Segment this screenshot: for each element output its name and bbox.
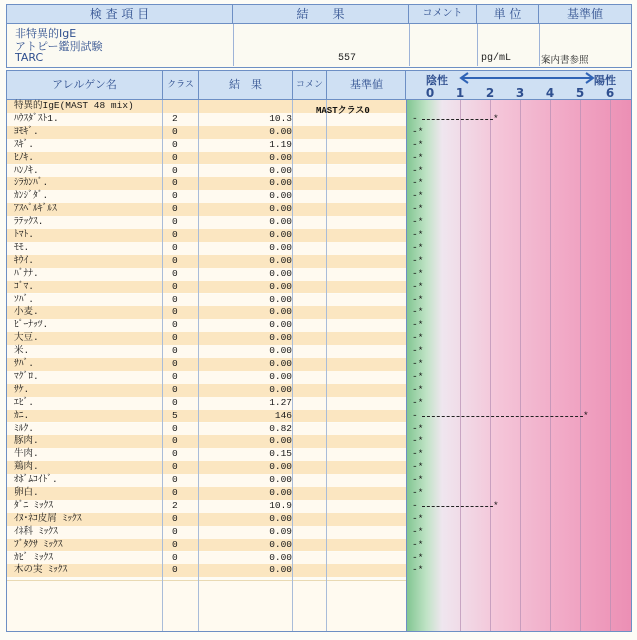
table-row xyxy=(6,461,632,474)
table-row xyxy=(6,242,632,255)
allergen-class: 0 xyxy=(172,267,178,279)
table-row xyxy=(6,139,632,152)
table-row xyxy=(6,397,632,410)
allergen-result: 0.00 xyxy=(269,551,292,563)
allergen-class: 0 xyxy=(172,396,178,408)
allergen-name: ｴﾋﾞ. xyxy=(14,396,34,408)
graph-dash-line xyxy=(422,416,583,417)
allergen-result: 0.00 xyxy=(269,461,292,473)
table-row xyxy=(6,435,632,448)
graph-dash-line xyxy=(422,506,493,507)
allergen-name: ﾊﾞﾅﾅ. xyxy=(14,267,39,279)
allergen-class: 0 xyxy=(172,383,178,395)
reference-note: MASTクラス0 xyxy=(316,106,370,116)
graph-marker: -* xyxy=(412,487,424,498)
allergen-class: 0 xyxy=(172,564,178,576)
allergen-rows xyxy=(6,100,632,580)
tarc-reference: 案内書参照 xyxy=(541,55,589,66)
graph-marker: -* xyxy=(412,512,424,524)
allergen-name: ｶﾆ. xyxy=(14,409,30,421)
positive-label: 陽性 xyxy=(594,74,616,87)
table-row xyxy=(6,500,632,513)
graph-marker: -* xyxy=(412,396,424,408)
table-row xyxy=(6,332,632,345)
allergen-class: 0 xyxy=(172,254,178,266)
allergen-class: 0 xyxy=(172,474,178,486)
allergen-name: ﾄﾏﾄ. xyxy=(14,229,34,240)
table-row xyxy=(6,294,632,307)
header-reference: 基準値 xyxy=(566,7,603,21)
table-row xyxy=(6,281,632,294)
graph-prefix: - xyxy=(412,409,418,421)
allergen-class: 0 xyxy=(172,229,178,240)
allergen-class: 0 xyxy=(172,306,178,318)
graph-marker: * xyxy=(493,499,499,511)
graph-marker: -* xyxy=(412,422,424,434)
allergen-result: 0.15 xyxy=(269,448,292,460)
allergen-result: 0.00 xyxy=(269,383,292,395)
table-row xyxy=(6,229,632,242)
allergen-name: ｱｽﾍﾟﾙｷﾞﾙｽ xyxy=(14,203,57,215)
table-row xyxy=(6,203,632,216)
allergen-result: 0.00 xyxy=(269,164,292,176)
allergen-name: ｻﾊﾞ. xyxy=(14,358,34,369)
table-row xyxy=(6,319,632,332)
negative-label: 陰性 xyxy=(426,74,448,87)
allergen-class: 0 xyxy=(172,319,178,331)
allergen-result: 0.82 xyxy=(269,422,292,434)
allergen-name: 小麦. xyxy=(14,306,39,318)
graph-dash-line xyxy=(422,119,493,120)
graph-marker: -* xyxy=(412,216,424,228)
graph-marker: -* xyxy=(412,190,424,202)
allergen-class: 0 xyxy=(172,551,178,563)
table-row xyxy=(6,306,632,319)
allergen-class: 0 xyxy=(172,487,178,498)
allergen-result: 0.00 xyxy=(269,229,292,240)
graph-marker: -* xyxy=(412,151,424,163)
allergen-result: 0.00 xyxy=(269,241,292,253)
allergen-result: 0.00 xyxy=(269,293,292,305)
graph-marker: -* xyxy=(412,448,424,460)
allergen-name: ﾋﾟｰﾅｯﾂ. xyxy=(14,319,49,331)
allergen-class: 5 xyxy=(172,409,178,421)
scale-3: 3 xyxy=(515,86,525,100)
allergen-class: 0 xyxy=(172,448,178,460)
allergen-class: 0 xyxy=(172,345,178,357)
graph-marker: -* xyxy=(412,254,424,266)
graph-marker: -* xyxy=(412,538,424,550)
graph-marker: -* xyxy=(412,229,424,240)
table-row xyxy=(6,216,632,229)
graph-marker: -* xyxy=(412,383,424,395)
allergen-result: 0.00 xyxy=(269,512,292,524)
allergen-name: ｿﾊﾞ. xyxy=(14,293,34,305)
graph-marker: -* xyxy=(412,564,424,576)
graph-marker: -* xyxy=(412,461,424,473)
allergen-result: 0.00 xyxy=(269,306,292,318)
table-row xyxy=(6,487,632,500)
allergen-class: 0 xyxy=(172,525,178,537)
col-result: 結 果 xyxy=(199,71,293,99)
allergen-result: 0.00 xyxy=(269,474,292,486)
allergen-name: ﾊﾝﾉｷ. xyxy=(14,164,39,176)
allergen-name: ﾖﾓｷﾞ. xyxy=(14,125,39,137)
allergen-name: ｼﾗｶﾝﾊﾞ. xyxy=(14,177,49,189)
allergen-result: 0.00 xyxy=(269,177,292,189)
allergen-class: 0 xyxy=(172,241,178,253)
allergen-class: 0 xyxy=(172,293,178,305)
allergen-class: 2 xyxy=(172,112,178,124)
scale-5: 5 xyxy=(575,86,585,100)
allergen-name: 豚肉. xyxy=(14,435,39,447)
allergen-name: ｵﾎﾞﾑｺｲﾄﾞ. xyxy=(14,474,58,486)
graph-marker: -* xyxy=(412,164,424,176)
allergen-name: 特異的IgE(MAST 48 mix) xyxy=(14,100,134,111)
graph-marker: -* xyxy=(412,125,424,137)
allergen-name: ｷｳｲ. xyxy=(14,254,34,266)
allergen-result: 0.00 xyxy=(269,151,292,163)
top-tests-body xyxy=(6,24,632,68)
allergen-class: 0 xyxy=(172,177,178,189)
allergen-name: 米. xyxy=(14,345,30,357)
graph-prefix: - xyxy=(412,112,418,124)
allergen-result: 1.27 xyxy=(269,396,292,408)
allergen-result: 0.00 xyxy=(269,370,292,382)
allergen-name: ﾀﾞﾆ ﾐｯｸｽ xyxy=(14,499,53,511)
allergen-class: 0 xyxy=(172,370,178,382)
table-row xyxy=(6,371,632,384)
allergen-class: 0 xyxy=(172,125,178,137)
table-row xyxy=(6,410,632,423)
graph-marker: -* xyxy=(412,319,424,331)
allergen-name: ﾐﾙｸ. xyxy=(14,422,34,434)
table-row xyxy=(6,255,632,268)
allergen-result: 0.00 xyxy=(269,190,292,202)
allergen-name: 大豆. xyxy=(14,332,39,344)
scale-header xyxy=(406,70,632,100)
graph-marker: -* xyxy=(412,280,424,292)
allergen-name: 卵白. xyxy=(14,487,39,498)
graph-marker: -* xyxy=(412,306,424,318)
table-row xyxy=(6,564,632,577)
table-row xyxy=(6,345,632,358)
allergen-class: 0 xyxy=(172,435,178,447)
allergen-name: ｲﾈ科 ﾐｯｸｽ xyxy=(14,525,58,537)
graph-marker: * xyxy=(583,409,589,421)
allergen-name: ｶﾋﾞ ﾐｯｸｽ xyxy=(14,551,53,563)
col-class: クラス xyxy=(163,71,199,99)
graph-marker: -* xyxy=(412,358,424,369)
graph-marker: -* xyxy=(412,267,424,279)
scale-0: 0 xyxy=(425,86,435,100)
scale-1: 1 xyxy=(455,86,465,100)
test-name-atopy: アトピー鑑別試験 xyxy=(15,40,103,53)
table-row xyxy=(6,384,632,397)
table-row xyxy=(6,423,632,436)
graph-marker: -* xyxy=(412,332,424,344)
graph-marker: -* xyxy=(412,345,424,357)
allergen-result: 0.00 xyxy=(269,564,292,576)
allergen-class: 2 xyxy=(172,499,178,511)
graph-marker: -* xyxy=(412,138,424,150)
allergen-class: 0 xyxy=(172,512,178,524)
allergen-result: 0.00 xyxy=(269,538,292,550)
test-name-nonspecific-ige: 非特異的IgE xyxy=(15,27,77,40)
top-header xyxy=(6,4,632,24)
allergen-result: 0.00 xyxy=(269,254,292,266)
allergen-result: 0.00 xyxy=(269,203,292,215)
allergen-class: 0 xyxy=(172,203,178,215)
allergen-class: 0 xyxy=(172,216,178,228)
allergen-name: 木の実 ﾐｯｸｽ xyxy=(14,564,68,576)
allergen-result: 0.00 xyxy=(269,435,292,447)
allergen-name: ｽｷﾞ. xyxy=(14,138,34,150)
allergen-result: 1.19 xyxy=(269,138,292,150)
table-row xyxy=(6,526,632,539)
test-name-tarc: TARC xyxy=(15,51,44,64)
allergen-result: 0.00 xyxy=(269,216,292,228)
allergen-class: 0 xyxy=(172,151,178,163)
allergen-result: 0.00 xyxy=(269,487,292,498)
col-allergen: アレルゲン名 xyxy=(7,71,163,99)
allergen-result: 0.00 xyxy=(269,332,292,344)
table-row xyxy=(6,177,632,190)
graph-marker: -* xyxy=(412,293,424,305)
allergen-class: 0 xyxy=(172,422,178,434)
graph-marker: -* xyxy=(412,370,424,382)
table-row xyxy=(6,358,632,371)
allergen-name: ﾊｳｽﾀﾞｽﾄ1. xyxy=(14,112,59,124)
table-row xyxy=(6,474,632,487)
col-comment: コメン xyxy=(293,71,327,99)
allergen-class: 0 xyxy=(172,538,178,550)
table-row xyxy=(6,513,632,526)
allergen-name: ﾗﾃｯｸｽ. xyxy=(14,216,44,228)
table-row xyxy=(6,539,632,552)
allergen-name: ｺﾞﾏ. xyxy=(14,280,34,292)
allergen-result: 0.00 xyxy=(269,125,292,137)
table-row xyxy=(6,448,632,461)
header-item: 検 査 項 目 xyxy=(7,5,233,23)
col-reference: 基準値 xyxy=(350,78,383,91)
tarc-value: 557 xyxy=(338,53,357,64)
allergen-result: 146 xyxy=(274,409,292,421)
table-row xyxy=(6,190,632,203)
graph-marker: -* xyxy=(412,241,424,253)
allergen-name: ｶﾝｼﾞﾀﾞ. xyxy=(14,190,49,202)
table-row xyxy=(6,165,632,178)
allergen-class: 0 xyxy=(172,164,178,176)
allergen-result: 0.00 xyxy=(269,319,292,331)
allergen-table-header xyxy=(6,70,406,100)
allergen-name: ﾋﾉｷ. xyxy=(14,151,34,163)
allergen-result: 10.3 xyxy=(269,112,292,124)
scale-arrow-icon xyxy=(433,72,601,84)
graph-marker: -* xyxy=(412,525,424,537)
allergen-name: ｲﾇ･ﾈｺ皮屑 ﾐｯｸｽ xyxy=(14,512,82,524)
graph-marker: -* xyxy=(412,474,424,486)
allergen-name: ｻｹ. xyxy=(14,383,30,395)
table-row xyxy=(6,152,632,165)
graph-marker: * xyxy=(493,112,499,124)
tarc-unit: pg/mL xyxy=(481,53,512,64)
graph-marker: -* xyxy=(412,203,424,215)
graph-marker: -* xyxy=(412,551,424,563)
allergen-result: 0.00 xyxy=(269,267,292,279)
allergen-class: 0 xyxy=(172,138,178,150)
allergen-class: 0 xyxy=(172,190,178,202)
allergen-name: ﾏｸﾞﾛ. xyxy=(14,370,39,382)
allergen-class: 0 xyxy=(172,280,178,292)
allergen-name: ﾌﾞﾀｸｻ ﾐｯｸｽ xyxy=(14,538,63,550)
table-row xyxy=(6,268,632,281)
header-unit: 単 位 xyxy=(477,5,539,23)
scale-2: 2 xyxy=(485,86,495,100)
allergen-name: ﾓﾓ. xyxy=(14,241,30,253)
table-row xyxy=(6,552,632,565)
allergen-result: 0.00 xyxy=(269,358,292,369)
graph-prefix: - xyxy=(412,499,418,511)
table-row xyxy=(6,126,632,139)
header-comment: コメント xyxy=(409,5,477,23)
allergen-name: 牛肉. xyxy=(14,448,39,460)
allergen-result: 0.09 xyxy=(269,525,292,537)
allergen-class: 0 xyxy=(172,358,178,369)
header-result: 結 果 xyxy=(233,5,409,23)
allergen-result: 10.9 xyxy=(269,499,292,511)
scale-4: 4 xyxy=(545,86,555,100)
graph-marker: -* xyxy=(412,435,424,447)
allergen-class: 0 xyxy=(172,332,178,344)
allergen-result: 0.00 xyxy=(269,345,292,357)
allergen-class: 0 xyxy=(172,461,178,473)
scale-6: 6 xyxy=(605,86,615,100)
allergen-result: 0.00 xyxy=(269,280,292,292)
allergen-name: 鶏肉. xyxy=(14,461,39,473)
graph-marker: -* xyxy=(412,177,424,189)
